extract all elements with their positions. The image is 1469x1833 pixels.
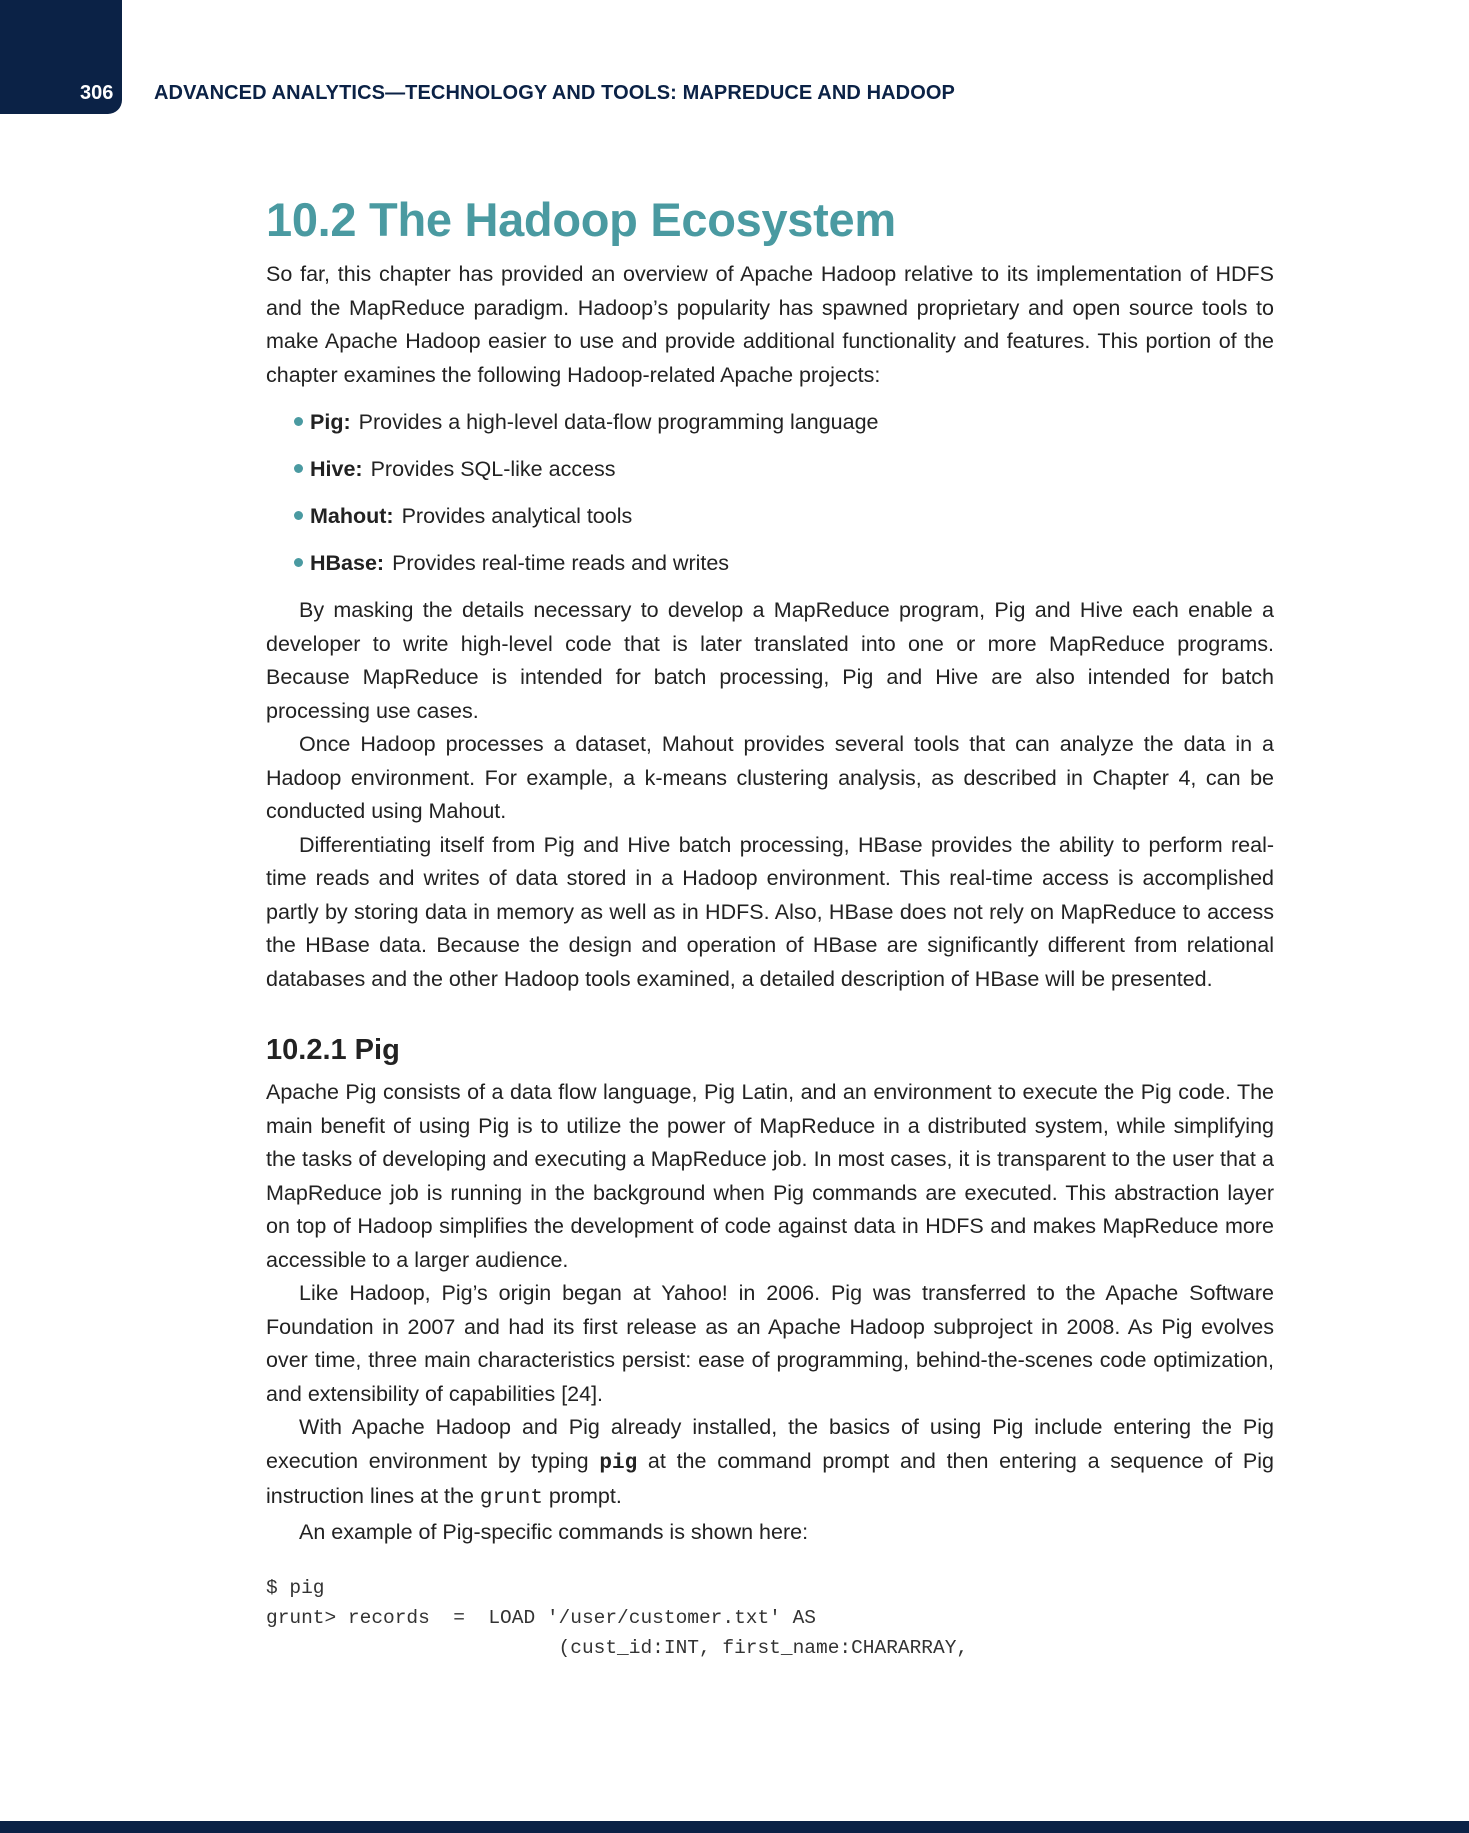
- list-item-term: Mahout:: [310, 504, 394, 528]
- list-item: [294, 453, 1274, 486]
- intro-paragraph: So far, this chapter has provided an overview of Apache Hadoop relative to its implementation of HDFS and the MapReduce paradigm. Hadoop’s popularity has spawned proprietary and open source tools to make Apache Hadoop easier to use and provide additional functionality and features. This portion of the chapter examines the following Hadoop-related Apache projects:: [266, 262, 1274, 387]
- project-list: [266, 406, 1274, 580]
- list-item: [294, 500, 1274, 533]
- code-line: $ pig: [266, 1577, 325, 1599]
- footer-bar: [0, 1821, 1469, 1833]
- paragraph-text: prompt.: [542, 1484, 622, 1508]
- bullet-icon: [294, 511, 303, 520]
- running-head: ADVANCED ANALYTICS—TECHNOLOGY AND TOOLS: MAPREDUCE AND HADOOP: [154, 82, 955, 104]
- body-paragraph: An example of Pig-specific commands is shown here:: [299, 1519, 809, 1544]
- bullet-icon: [294, 417, 303, 426]
- body-paragraph: Once Hadoop processes a dataset, Mahout provides several tools that can analyze the data in a Hadoop environment. For example, a k-means clustering analysis, as described in Chapter 4, can be conducted using Mahout.: [266, 732, 1274, 823]
- body-paragraph: [266, 1411, 1274, 1516]
- page-number: 306: [80, 82, 114, 104]
- inline-code-grunt: grunt: [479, 1487, 543, 1510]
- list-item-term: HBase:: [310, 551, 385, 575]
- list-item-text: Provides real-time reads and writes: [392, 551, 730, 575]
- paragraph-text: With Apache Hadoop and Pig already installed, the basics of using Pig include entering the Pig execution environment by typing: [266, 1415, 1274, 1473]
- code-line: (cust_id:INT, first_name:CHARARRAY,: [266, 1637, 969, 1659]
- bullet-icon: [294, 464, 303, 473]
- code-block: [266, 1573, 1274, 1663]
- list-item: [294, 406, 1274, 439]
- body-paragraph: Like Hadoop, Pig’s origin began at Yahoo! in 2006. Pig was transferred to the Apache Software Foundation in 2007 and had its first release as an Apache Hadoop subproject in 2008. As Pig evolves over time, three main characteristics persist: ease of programming, behind-the-scenes code optimization, and extensibility of capabilities [24].: [266, 1281, 1274, 1406]
- body-paragraph: Apache Pig consists of a data flow language, Pig Latin, and an environment to execute the Pig code. The main benefit of using Pig is to utilize the power of MapReduce in a distributed system, while simplifying the tasks of developing and executing a MapReduce job. In most cases, it is transparent to the user that a MapReduce job is running in the background when Pig commands are executed. This abstraction layer on top of Hadoop simplifies the development of code against data in HDFS and makes MapReduce more accessible to a larger audience.: [266, 1080, 1274, 1272]
- list-item-text: Provides analytical tools: [401, 504, 633, 528]
- bullet-icon: [294, 558, 303, 567]
- page-content: [266, 190, 1274, 1663]
- paragraph-text: at the command prompt and then entering a sequence of Pig instruction lines at the: [266, 1448, 1274, 1508]
- subsection-title: 10.2.1 Pig: [266, 1034, 400, 1066]
- code-line: grunt> records = LOAD '/user/customer.txt' AS: [266, 1607, 816, 1629]
- body-paragraph: Differentiating itself from Pig and Hive batch processing, HBase provides the ability to perform real-time reads and writes of data stored in a Hadoop environment. This real-time access is accomplished partly by storing data in memory as well as in HDFS. Also, HBase does not rely on MapReduce to access the HBase data. Because the design and operation of HBase are significantly different from relational databases and the other Hadoop tools examined, a detailed description of HBase will be presented.: [266, 832, 1274, 991]
- inline-code-pig: pig: [599, 1451, 638, 1475]
- list-item-term: Pig:: [310, 410, 351, 434]
- list-item: [294, 547, 1274, 580]
- list-item-text: Provides SQL-like access: [370, 457, 616, 481]
- list-item-text: Provides a high-level data-flow programming language: [358, 410, 879, 434]
- list-item-term: Hive:: [310, 457, 363, 481]
- section-title: 10.2 The Hadoop Ecosystem: [266, 193, 896, 246]
- body-paragraph: By masking the details necessary to develop a MapReduce program, Pig and Hive each enable a developer to write high-level code that is later translated into one or more MapReduce programs. Because MapReduce is intended for batch processing, Pig and Hive are also intended for batch processing use cases.: [266, 598, 1274, 723]
